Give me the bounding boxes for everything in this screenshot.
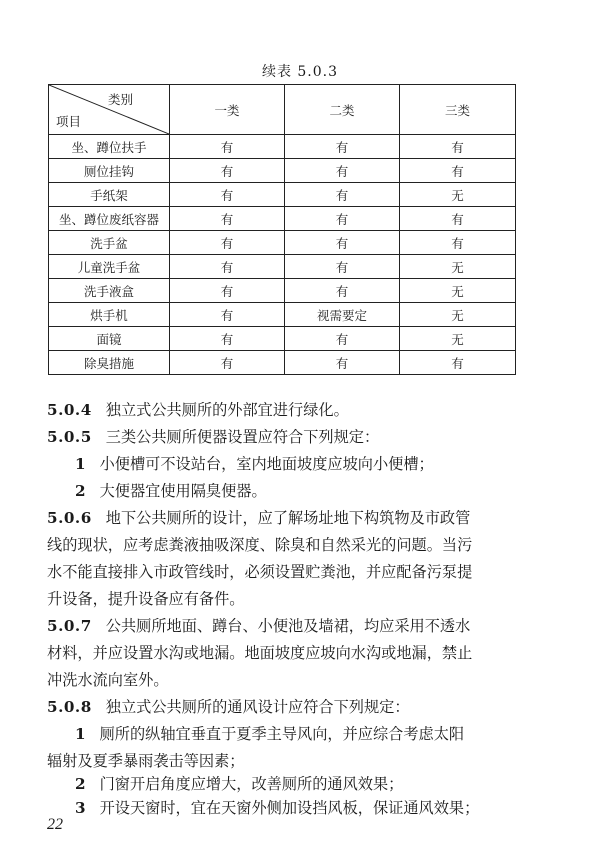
clause-5-0-6-line-4: 升设备，提升设备应有备件。 — [47, 590, 245, 608]
row-item-label: 除臭措施 — [49, 351, 170, 375]
table-row — [49, 207, 516, 231]
clause-text-line-1: 公共厕所地面、蹲台、小便池及墙裙，均应采用不透水 — [105, 617, 471, 635]
item-number: 1 — [75, 455, 86, 473]
clause-text: 独立式公共厕所的通风设计应符合下列规定： — [105, 698, 410, 716]
cell-class-3: 无 — [400, 255, 516, 279]
cell-class-3: 有 — [400, 159, 516, 183]
clause-5-0-8 — [47, 694, 559, 722]
cell-class-3: 有 — [400, 135, 516, 159]
cell-class-2: 有 — [285, 351, 400, 375]
item-text: 大便器宜使用隔臭便器。 — [99, 482, 267, 500]
cell-class-1: 有 — [170, 327, 285, 351]
cell-class-2: 有 — [285, 159, 400, 183]
cell-class-3: 有 — [400, 231, 516, 255]
table-row — [49, 303, 516, 327]
clause-5-0-8-item-3 — [47, 795, 600, 823]
row-item-label: 坐、蹲位废纸容器 — [49, 207, 170, 231]
cell-class-1: 有 — [170, 135, 285, 159]
cell-class-1: 有 — [170, 351, 285, 375]
clause-number: 5.0.8 — [47, 698, 92, 716]
cell-class-2: 视需要定 — [285, 303, 400, 327]
cell-class-2: 有 — [285, 255, 400, 279]
cell-class-3: 无 — [400, 183, 516, 207]
item-text-line-1: 厕所的纵轴宜垂直于夏季主导风向，并应综合考虑太阳 — [99, 725, 465, 743]
diagonal-header-cell — [49, 85, 170, 135]
table-row — [49, 135, 516, 159]
item-text: 小便槽可不设站台，室内地面坡度应坡向小便槽； — [99, 455, 434, 473]
clause-5-0-6 — [47, 505, 559, 533]
item-number: 1 — [75, 725, 86, 743]
page-number: 22 — [47, 816, 63, 833]
cell-class-3: 有 — [400, 207, 516, 231]
clause-5-0-8-item-1-line-2: 辐射及夏季暴雨袭击等因素； — [47, 752, 245, 770]
row-item-label: 儿童洗手盆 — [49, 255, 170, 279]
clause-text: 三类公共厕所便器设置应符合下列规定： — [105, 428, 380, 446]
table-row — [49, 351, 516, 375]
cell-class-1: 有 — [170, 183, 285, 207]
clause-number: 5.0.6 — [47, 509, 92, 527]
clause-number: 5.0.4 — [47, 401, 92, 419]
clause-5-0-6-line-2: 线的现状，应考虑粪液抽吸深度、除臭和自然采光的问题。当污 — [47, 536, 473, 554]
item-header-label: 项目 — [56, 114, 82, 129]
cell-class-2: 有 — [285, 135, 400, 159]
cell-class-1: 有 — [170, 159, 285, 183]
clause-5-0-5 — [47, 424, 559, 452]
clause-text: 独立式公共厕所的外部宜进行绿化。 — [105, 401, 349, 419]
item-number: 3 — [75, 799, 86, 817]
cell-class-1: 有 — [170, 279, 285, 303]
row-item-label: 洗手盆 — [49, 231, 170, 255]
cell-class-2: 有 — [285, 207, 400, 231]
cell-class-2: 有 — [285, 183, 400, 207]
cell-class-2: 有 — [285, 327, 400, 351]
row-item-label: 面镜 — [49, 327, 170, 351]
cell-class-3: 无 — [400, 279, 516, 303]
row-item-label: 手纸架 — [49, 183, 170, 207]
item-number: 2 — [75, 775, 86, 793]
clause-5-0-7 — [47, 613, 559, 641]
clause-5-0-8-item-1 — [47, 721, 559, 749]
clause-5-0-6-line-3: 水不能直接排入市政管线时，必须设置贮粪池，并应配备污泵提 — [47, 563, 473, 581]
table-row — [49, 279, 516, 303]
cell-class-1: 有 — [170, 207, 285, 231]
table-row — [49, 231, 516, 255]
cell-class-3: 无 — [400, 327, 516, 351]
row-item-label: 洗手液盒 — [49, 279, 170, 303]
cell-class-2: 有 — [285, 231, 400, 255]
clause-5-0-4 — [47, 397, 559, 425]
cell-class-2: 有 — [285, 279, 400, 303]
table-caption: 续表 5.0.3 — [261, 64, 339, 80]
table-row — [49, 255, 516, 279]
clause-number: 5.0.7 — [47, 617, 92, 635]
clause-5-0-7-line-3: 冲洗水流向室外。 — [47, 671, 169, 689]
clause-5-0-5-item-1 — [47, 451, 559, 479]
facilities-table — [48, 84, 516, 375]
column-header-class-1: 一类 — [170, 85, 285, 135]
cell-class-3: 有 — [400, 351, 516, 375]
category-header-label: 类别 — [107, 92, 133, 107]
cell-class-1: 有 — [170, 231, 285, 255]
clause-text-line-1: 地下公共厕所的设计，应了解场址地下构筑物及市政管 — [105, 509, 471, 527]
table-row — [49, 183, 516, 207]
cell-class-3: 无 — [400, 303, 516, 327]
column-header-class-2: 二类 — [285, 85, 400, 135]
item-number: 2 — [75, 482, 86, 500]
cell-class-1: 有 — [170, 303, 285, 327]
row-item-label: 坐、蹲位扶手 — [49, 135, 170, 159]
column-header-class-3: 三类 — [400, 85, 516, 135]
table-row — [49, 327, 516, 351]
table-row — [49, 159, 516, 183]
clause-5-0-5-item-2 — [47, 478, 559, 506]
table-header-row — [49, 85, 516, 135]
item-text: 开设天窗时，宜在天窗外侧加设挡风板，保证通风效果； — [99, 799, 480, 817]
row-item-label: 厕位挂钩 — [49, 159, 170, 183]
item-text: 门窗开启角度应增大，改善厕所的通风效果； — [99, 775, 404, 793]
cell-class-1: 有 — [170, 255, 285, 279]
clause-5-0-7-line-2: 材料，并应设置水沟或地漏。地面坡度应坡向水沟或地漏，禁止 — [47, 644, 473, 662]
row-item-label: 烘手机 — [49, 303, 170, 327]
clause-number: 5.0.5 — [47, 428, 92, 446]
